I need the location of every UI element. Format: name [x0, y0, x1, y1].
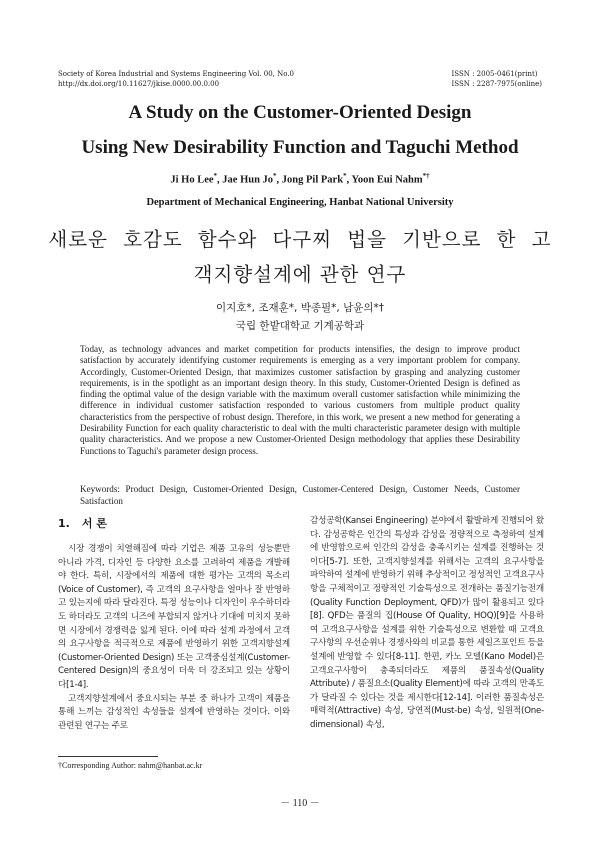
keywords: Keywords: Product Design, Customer-Oriented Design, Customer-Centered Design, Customer Needs, Customer Satisfaction: [80, 484, 520, 506]
section-title: 서 론: [81, 517, 107, 530]
korean-title-line-1: 새로운 호감도 함수와 다구찌 법을 기반으로 한 고: [48, 228, 552, 251]
footnote-divider: [58, 756, 158, 757]
author-name: Jong Pil Park: [281, 174, 344, 186]
page-number: － 110 －: [280, 798, 320, 809]
author-mark: *: [343, 172, 347, 180]
issn-header: [452, 70, 542, 89]
issn-print: ISSN : 2005-0461(print): [451, 70, 538, 78]
paper-title-line-1: A Study on the Customer-Oriented Design: [128, 102, 472, 123]
section-number: 1.: [58, 517, 70, 530]
department: Department of Mechanical Engineering, Hanbat National University: [146, 197, 454, 208]
author-list: Ji Ho Lee*, Jae Hun Jo*, Jong Pil Park*, Yoon Eui Nahm*†: [170, 172, 430, 186]
body-paragraph: 고객지향설계에서 중요시되는 부분 중 하나가 고객이 제품을 통해 느끼는 감성적인 속성들을 설계에 반영하는 것이다. 이와 관련된 연구는 주로: [58, 693, 290, 731]
paper-title-line-2: Using New Desirability Function and Taguchi Method: [81, 137, 519, 158]
korean-author-list: 이지호*, 조재훈*, 박종필*, 남윤의*†: [216, 302, 384, 314]
journal-name: Society of Korea Industrial and Systems Engineering Vol. 00, No.0: [58, 70, 295, 78]
author-mark: *: [213, 172, 218, 180]
journal-header: [58, 70, 294, 89]
korean-affiliation: 국립 한밭대학교 기계공학과: [235, 320, 365, 332]
body-paragraph: 감성공학(Kansei Engineering) 분야에서 활발하게 진행되어 왔다. 감성공학은 인간의 특성과 감성을 정량적으로 측정하여 설계에 반영함으로써 인간의 감성을 충족시키는 설계를 진행하는 것이다[5-7]. 또한, 고객지향설계를 위해서는 고객의 요구사항을 파악하여 설계에 반영하기 위해 추상적이고 정성적인 고객요구사항을 구체적이고 정량적인 기술특성으로 전개하는 품질기능전개(Quality Function Deployment, QFD)가 많이 활용되고 있다[8]. QFD는 품질의 집(House Of Quality, HOQ)[9]을 사용하여 고객요구사항을 설계를 위한 기술특성으로 변환할 때 고객요구사항의 우선순위나 경쟁사와의 비교를 통한 세일즈포인트 등을 설계에 반영할 수 있다[8-11]. 한편, 카노 모델(Kano Model)은 고객요구사항이 충족되더라도 제품의 품질속성(Quality Attribute) / 품질요소(Quality Element)에 따라 고객의 만족도가 달라질 수 있다는 것을 제시한다[12-14]. 이러한 품질속성은 매력적(Attractive) 속성, 당연적(Must-be) 속성, 일원적(One-dimensional) 속성,: [310, 516, 544, 730]
author-mark: *: [273, 172, 277, 180]
author-name: Ji Ho Lee: [170, 174, 214, 186]
author-name: Yoon Eui Nahm: [351, 174, 423, 186]
body-paragraph: 시장 경쟁이 치열해짐에 따라 기업은 제품 고유의 성능뿐만 아니라 가격, 디자인 등 다양한 요소를 고려하여 제품을 개발해야 한다. 특히, 시장에서의 제품에 대한 평가는 고객의 목소리(Voice of Customer), 즉 고객의 요구사항을 얼마나 잘 반영하고 있는지에 따라 달라진다. 특정 성능이나 디자인이 우수하더라도 하더라도 고객의 니즈에 부합되지 않거나 기대에 미치지 못하면 시장에서 경쟁력을 잃게 된다. 이에 따라 설계 과정에서 고객의 요구사항을 적극적으로 제품에 반영하기 위한 고객지향설계(Customer-Oriented Design) 또는 고객중심설계(Customer-Centered Design)의 중요성이 더욱 더 강조되고 있는 상황이다[1-4].: [58, 544, 290, 690]
body-column-right: [310, 515, 544, 733]
abstract: Today, as technology advances and market competition for products intensifies, the design to improve product satisfaction by accurately identifying customer requirements is emerging as a very important problem for company. Accordingly, Customer-Oriented Design, that maximizes customer satisfaction by grasping and analyzing customer requirements, is in the spotlight as an important design theory. In this study, Customer-Oriented Design is defined as finding the optimal value of the design variable with the maximum overall customer satisfaction while minimizing the difference in individual customer satisfaction responded to various customers from multiple product quality characteristics from the perspective of robust design. Therefore, in this work, we present a new method for generating a Desirability Function for each quality characteristic to deal with the multi characteristic parameter design with multiple quality characteristics. And we propose a new Customer-Oriented Design methodology that applies these Desirability Functions to Taguchi's parameter design process.: [80, 344, 520, 456]
doi-link[interactable]: http://dx.doi.org/10.11627/jkise.0000.00.0.00: [58, 79, 220, 88]
section-heading: [58, 515, 107, 531]
issn-online: ISSN : 2287-7975(online): [451, 79, 542, 88]
author-name: Jae Hun Jo: [222, 174, 274, 186]
author-mark: *†: [422, 172, 430, 180]
korean-title-line-2: 객지향설계에 관한 연구: [193, 263, 407, 286]
corresponding-author-footnote: †Corresponding Author: nahm@hanbat.ac.kr: [58, 761, 203, 770]
body-column-left: [58, 543, 290, 733]
